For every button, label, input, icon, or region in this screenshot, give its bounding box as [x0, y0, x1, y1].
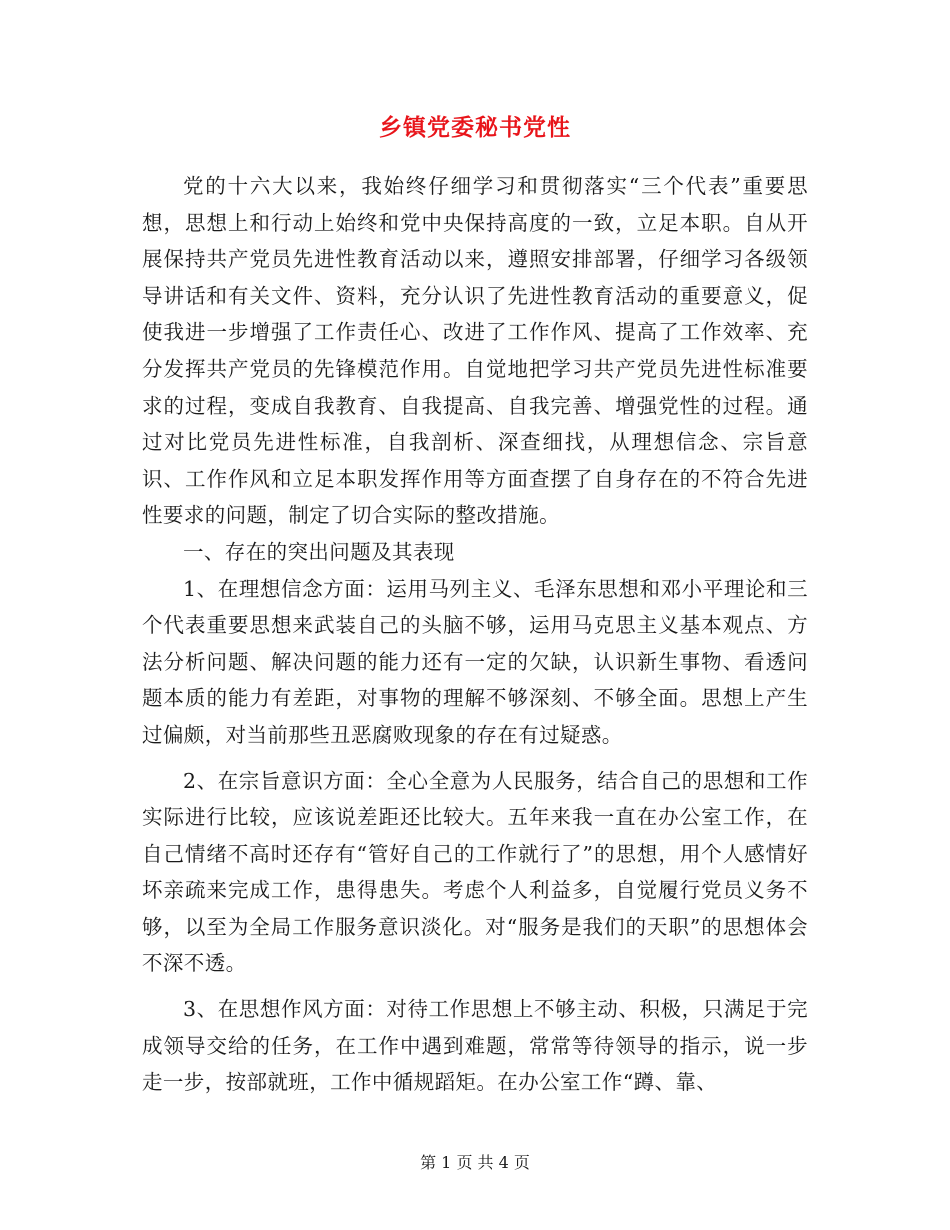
document-body: [142, 168, 808, 1101]
paragraph-intro: 党的十六大以来，我始终仔细学习和贯彻落实“三个代表”重要思想，思想上和行动上始终和党中央保持高度的一致，立足本职。自从开展保持共产党员先进性教育活动以来，遵照安排部署，仔细学习各级领导讲话和有关文件、资料，充分认识了先进性教育活动的重要意义，促使我进一步增强了工作责任心、改进了工作作风、提高了工作效率、充分发挥共产党员的先锋模范作用。自觉地把学习共产党员先进性标准要求的过程，变成自我教育、自我提高、自我完善、增强党性的过程。通过对比党员先进性标准，自我剖析、深查细找，从理想信念、宗旨意识、工作作风和立足本职发挥作用等方面查摆了自身存在的不符合先进性要求的问题，制定了切合实际的整改措施。: [142, 174, 808, 528]
page-number-footer: 第 1 页 共 4 页: [420, 1153, 530, 1172]
paragraph-ideals: 1、在理想信念方面：运用马列主义、毛泽东思想和邓小平理论和三个代表重要思想来武装自己的头脑不够，运用马克思主义基本观点、方法分析问题、解决问题的能力还有一定的欠缺，认识新生事物、看透问题本质的能力有差距，对事物的理解不够深刻、不够全面。思想上产生过偏颇，对当前那些丑恶腐败现象的存在有过疑惑。: [142, 576, 808, 747]
document-title: 乡镇党委秘书党性: [379, 114, 571, 141]
paragraph-purpose: 2、在宗旨意识方面：全心全意为人民服务，结合自己的思想和工作实际进行比较，应该说差距还比较大。五年来我一直在办公室工作，在自己情绪不高时还存有“管好自己的工作就行了”的思想，用个人感情好坏亲疏来完成工作，患得患失。考虑个人利益多，自觉履行党员义务不够，以至为全局工作服务意识淡化。对“服务是我们的天职”的思想体会不深不透。: [142, 768, 808, 976]
section-heading: 一、存在的突出问题及其表现: [183, 539, 455, 564]
paragraph-style: 3、在思想作风方面：对待工作思想上不够主动、积极，只满足于完成领导交给的任务，在工作中遇到难题，常常等待领导的指示，说一步走一步，按部就班，工作中循规蹈矩。在办公室工作“蹲、靠、: [142, 997, 808, 1095]
